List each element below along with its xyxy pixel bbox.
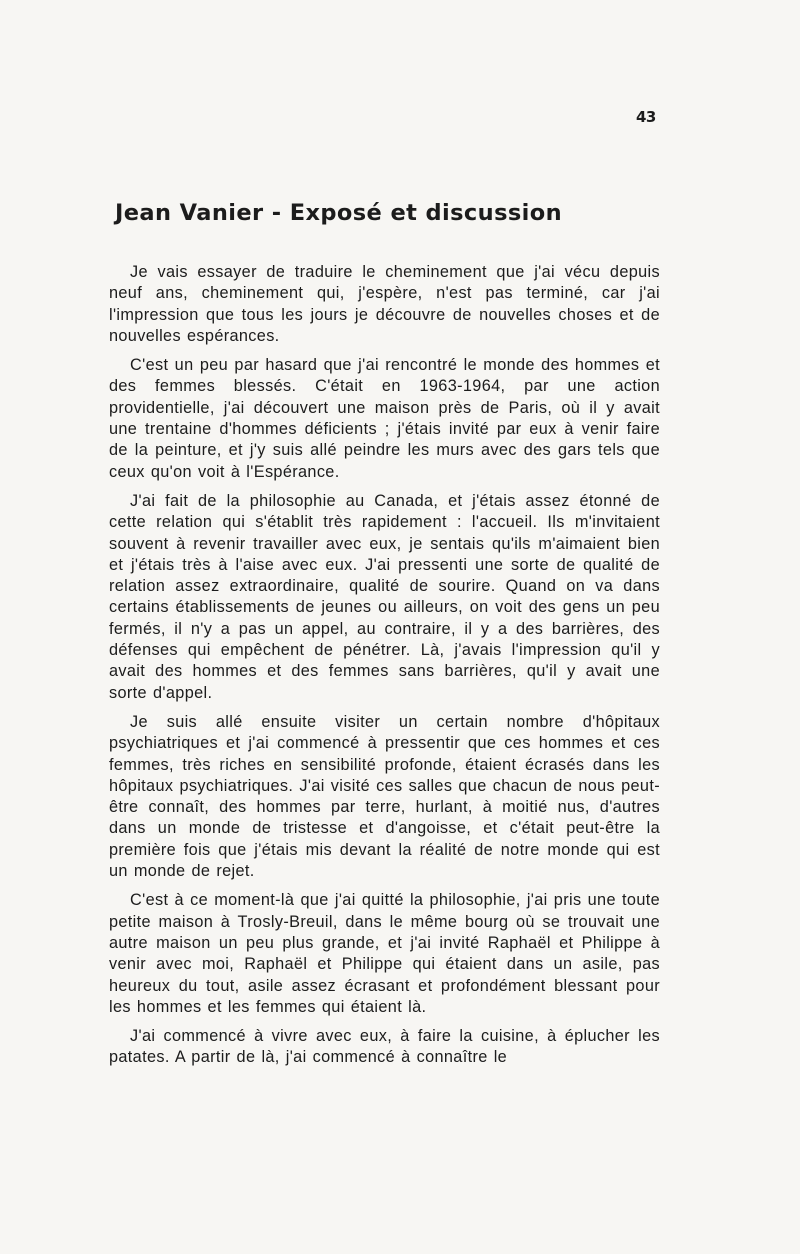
paragraph: C'est un peu par hasard que j'ai rencontré le monde des hommes et des femmes blessés. C'était en 1963-1964, par une action providentielle, j'ai découvert une maison près de Paris, où il y avait une trentaine d'hommes déficients ; j'étais invité par eux à venir faire de la peinture, et j'y suis allé peindre les murs avec des gars tels que ceux qu'on voit à l'Espérance. xyxy=(109,356,660,481)
page-number: 43 xyxy=(636,108,656,126)
body-text xyxy=(109,262,660,1077)
paragraph: J'ai commencé à vivre avec eux, à faire la cuisine, à éplucher les patates. A partir de là, j'ai commencé à connaître le xyxy=(109,1027,660,1067)
chapter-title: Jean Vanier - Exposé et discussion xyxy=(115,200,563,226)
paragraph: Je vais essayer de traduire le cheminement que j'ai vécu depuis neuf ans, cheminement qui, j'espère, n'est pas terminé, car j'ai l'impression que tous les jours je découvre de nouvelles choses et de nouvelles espérances. xyxy=(109,263,660,345)
paragraph: J'ai fait de la philosophie au Canada, et j'étais assez étonné de cette relation qui s'établit très rapidement : l'accueil. Ils m'invitaient souvent à revenir travailler avec eux, je sentais qu'ils m'aimaient bien et j'étais très à l'aise avec eux. J'ai pressenti une sorte de qualité de relation assez extraordinaire, qualité de sourire. Quand on va dans certains établissements de jeunes ou ailleurs, on voit des gens un peu fermés, il n'y a pas un appel, au contraire, il y a des barrières, des défenses qui empêchent de pénétrer. Là, j'avais l'impression qu'il y avait des hommes et des femmes sans barrières, qu'il y avait une sorte d'appel. xyxy=(109,491,660,702)
paragraph: C'est à ce moment-là que j'ai quitté la philosophie, j'ai pris une toute petite maison à Trosly-Breuil, dans le même bourg où se trouvait une autre maison un peu plus grande, et j'ai invité Raphaël et Philippe à venir avec moi, Raphaël et Philippe qui étaient dans un asile, pas heureux du tout, asile assez écrasant et profondément blessant pour les hommes et les femmes qui étaient là. xyxy=(109,891,660,1016)
paragraph: Je suis allé ensuite visiter un certain nombre d'hôpitaux psychiatriques et j'ai commencé à pressentir que ces hommes et ces femmes, très riches en sensibilité profonde, étaient écrasés dans les hôpitaux psychiatriques. J'ai visité ces salles que chacun de nous peut-être connaît, des hommes par terre, hurlant, à moitié nus, d'autres dans un monde de tristesse et d'angoisse, et c'était peut-être la première fois que j'étais mis devant la réalité de notre monde qui est un monde de rejet. xyxy=(109,712,660,881)
